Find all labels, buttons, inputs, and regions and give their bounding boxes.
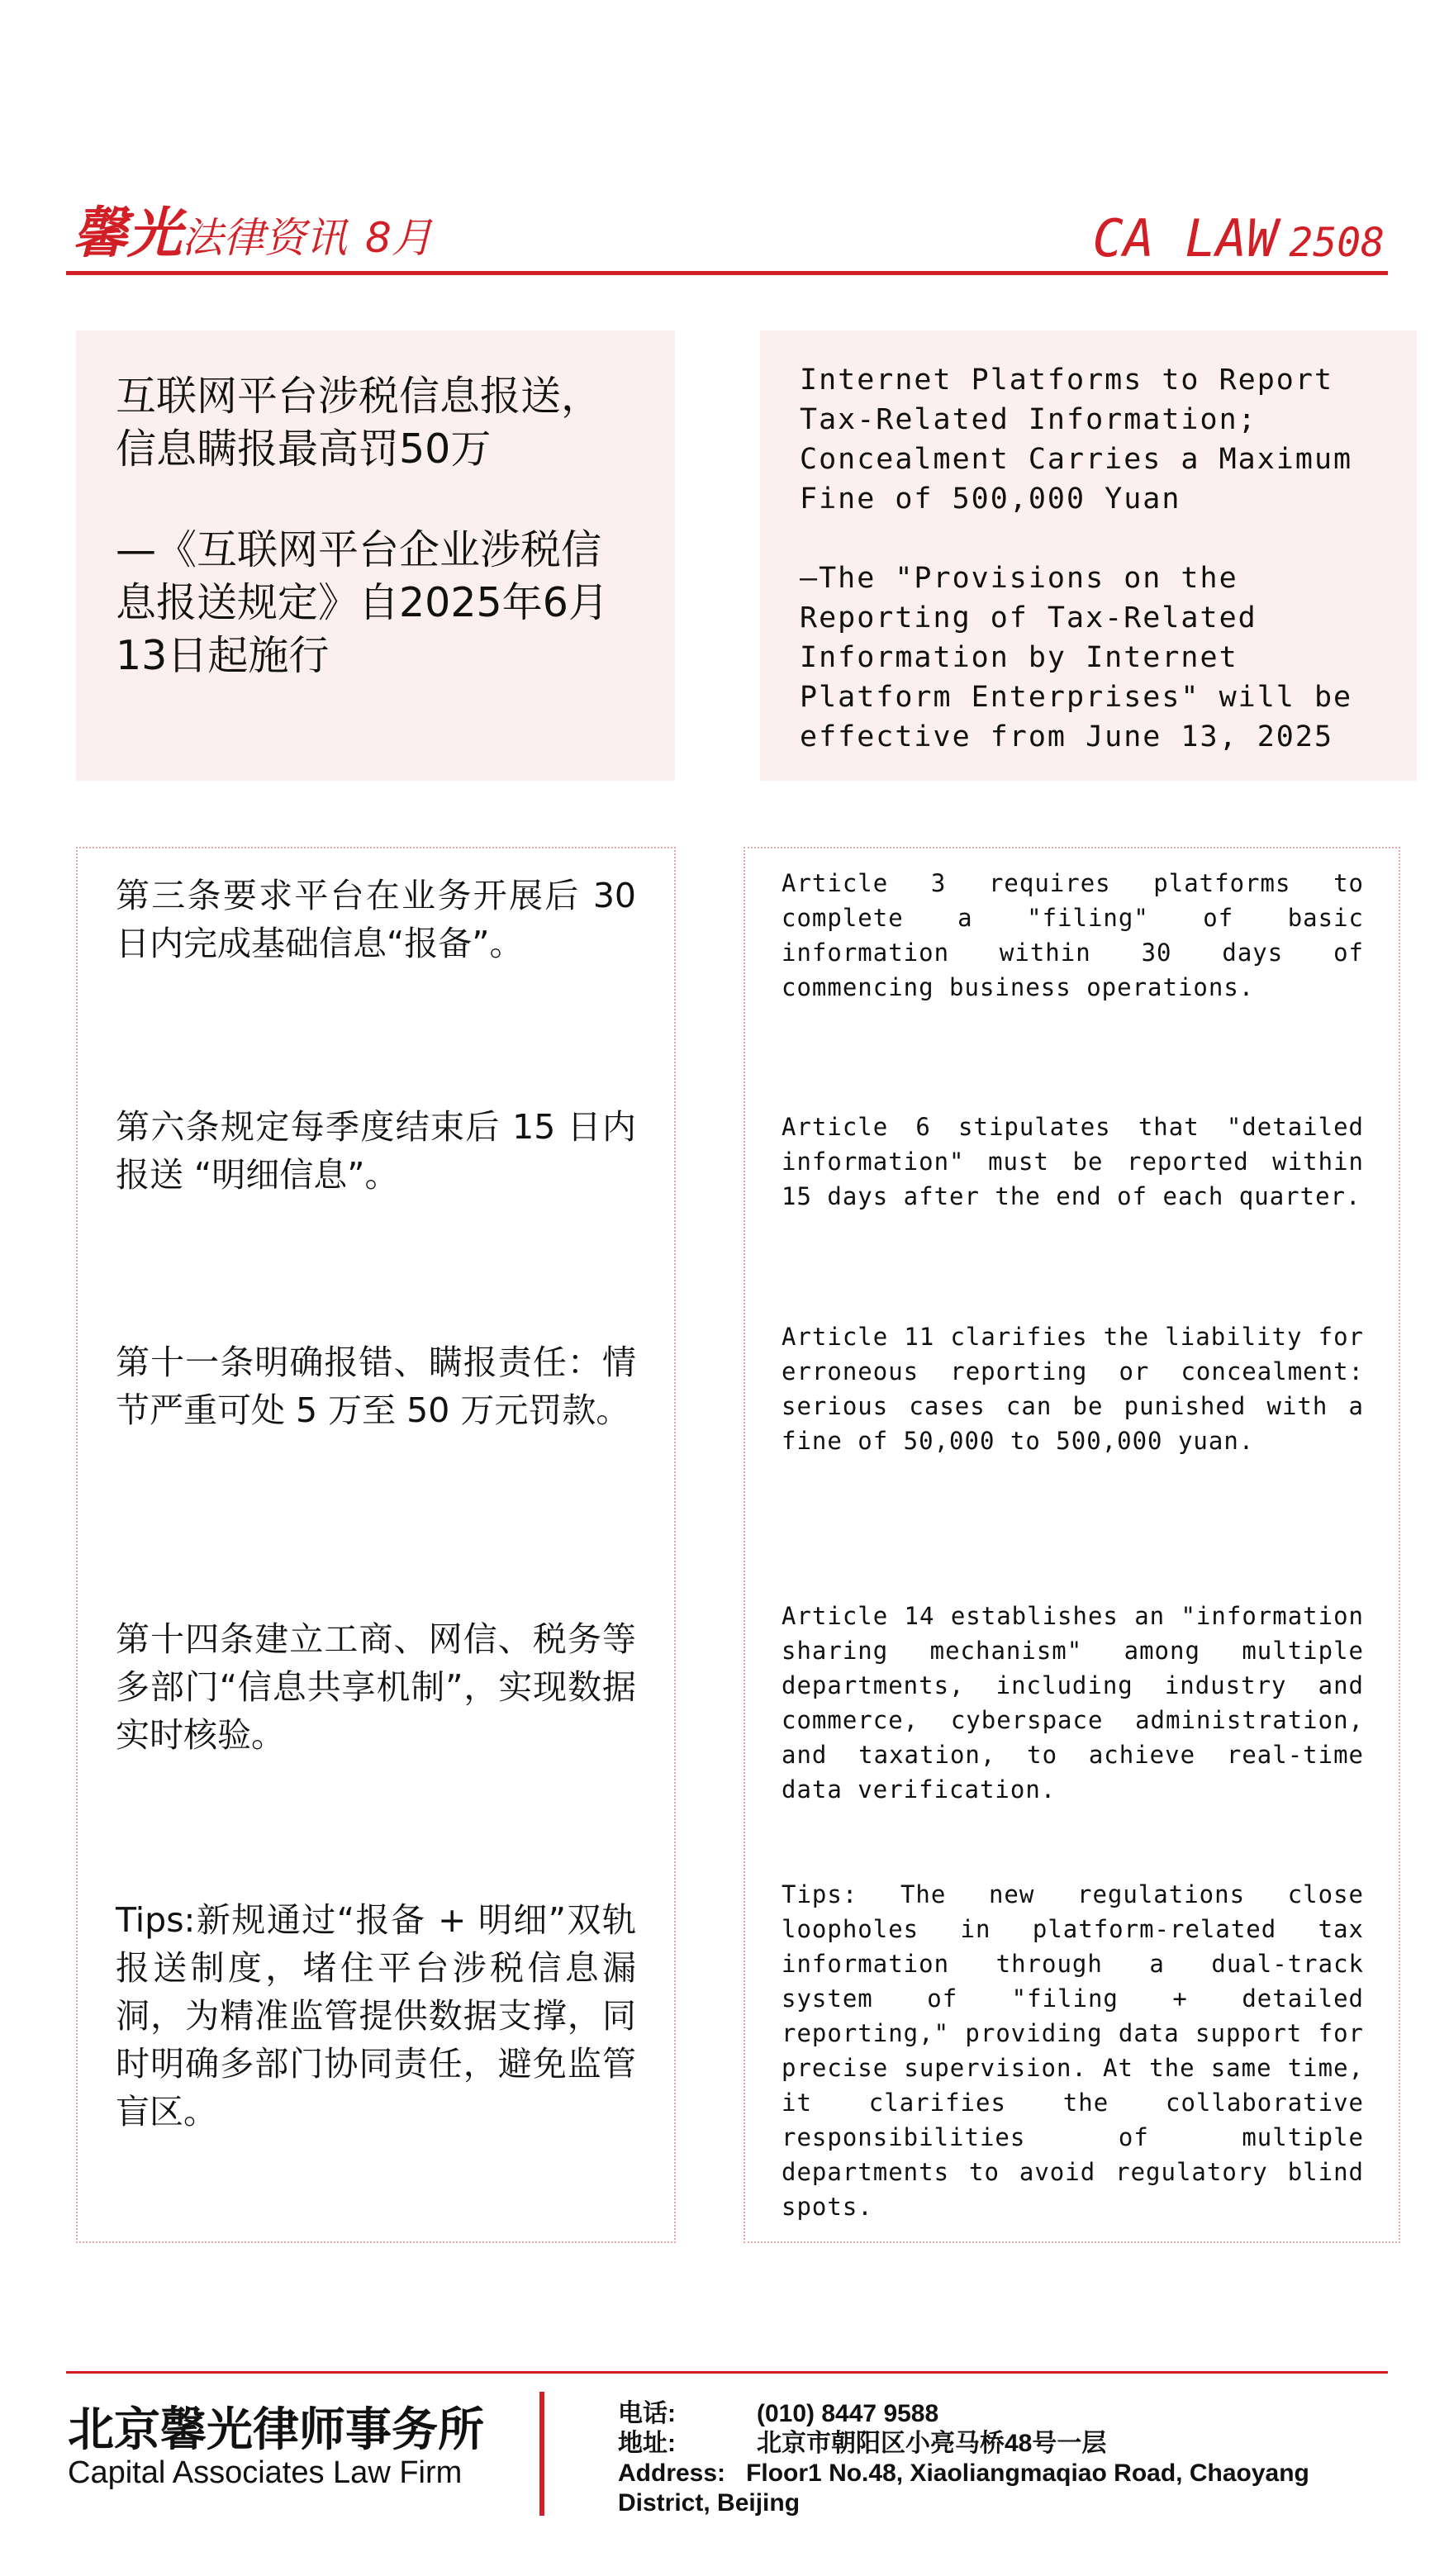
header-issue-number: 2508	[1289, 220, 1385, 266]
phone-label: 电话:	[618, 2400, 676, 2427]
title-en: Internet Platforms to Report Tax-Related Information; Concealment Carries a Maximum Fine of 500,000 Yuan	[800, 364, 1353, 516]
title-zh: 互联网平台涉税信息报送，信息瞒报最高罚50万	[116, 373, 602, 473]
tips-en: Tips: The new regulations close loopholes in platform-related tax information through a dual-track system of "filing + detailed reporting," providing data support for precise supervision. At the same time, it clarifies the collaborative responsibilities of multiple departments to avoid regulatory blind spots.	[782, 1880, 1364, 2221]
article-14-en: Article 14 establishes an "information sharing mechanism" among multiple departments, including industry and commerce, cyberspace administration, and taxation, to achieve real-time data verification.	[782, 1602, 1364, 1804]
subtitle-en: —The "Provisions on the Reporting of Tax-Related Information by Internet Platform Enterprises" will be effective from June 13, 2025	[800, 562, 1353, 753]
article-11-en: Article 11 clarifies the liability for erroneous reporting or concealment: serious cases can be punished with a fine of 50,000 to 500,000 yuan.	[782, 1323, 1364, 1455]
footer-vertical-divider	[539, 2392, 544, 2516]
article-14-zh: 第十四条建立工商、网信、税务等多部门“信息共享机制”，实现数据实时核验。	[116, 1619, 636, 1755]
address-label-zh: 地址:	[618, 2430, 676, 2457]
tips-zh: Tips:新规通过“报备 + 明细”双轨报送制度，堵住平台涉税信息漏洞，为精准监管提供数据支撑，同时明确多部门协同责任，避免监管盲区。	[116, 1900, 636, 2132]
subtitle-zh: —《互联网平台企业涉税信息报送规定》自2025年6月13日起施行	[116, 526, 609, 679]
header-month: 8月	[365, 214, 433, 262]
article-6-zh: 第六条规定每季度结束后 15 日内报送 “明细信息”。	[116, 1107, 636, 1195]
header-issue	[1092, 208, 1385, 269]
header-divider	[66, 271, 1388, 275]
title-box-en	[760, 330, 1417, 781]
address-value-zh: 北京市朝阳区小亮马桥48号一层	[757, 2430, 1107, 2457]
article-11-zh: 第十一条明确报错、瞒报责任：情节严重可处 5 万至 50 万元罚款。	[116, 1343, 636, 1430]
address-zh-row	[618, 2429, 1394, 2459]
phone-value: (010) 8447 9588	[757, 2400, 939, 2427]
address-value-en: Floor1 No.48, Xiaoliangmaqiao Road, Chaoyang District, Beijing	[618, 2460, 1309, 2517]
header-title	[73, 202, 433, 265]
article-6-en: Article 6 stipulates that "detailed information" must be reported within 15 days after the end of each quarter.	[782, 1113, 1364, 1210]
article-3-zh: 第三条要求平台在业务开展后 30 日内完成基础信息“报备”。	[116, 876, 636, 963]
firm-name-zh: 北京馨光律师事务所	[68, 2403, 484, 2457]
firm-name-en: Capital Associates Law Firm	[68, 2455, 463, 2490]
footer-divider	[66, 2371, 1388, 2374]
article-3-en: Article 3 requires platforms to complete a "filing" of basic information within 30 days of commencing business operations.	[782, 869, 1364, 1001]
address-label-en: Address:	[618, 2460, 726, 2487]
contact-info	[618, 2399, 1394, 2518]
header-brand-suffix: 法律资讯	[182, 214, 347, 262]
title-box-zh	[76, 330, 675, 781]
header-brand: 馨光	[73, 202, 182, 265]
phone-row	[618, 2399, 1394, 2429]
address-en-row	[618, 2459, 1394, 2518]
header-ca-law: CA LAW	[1092, 208, 1278, 269]
